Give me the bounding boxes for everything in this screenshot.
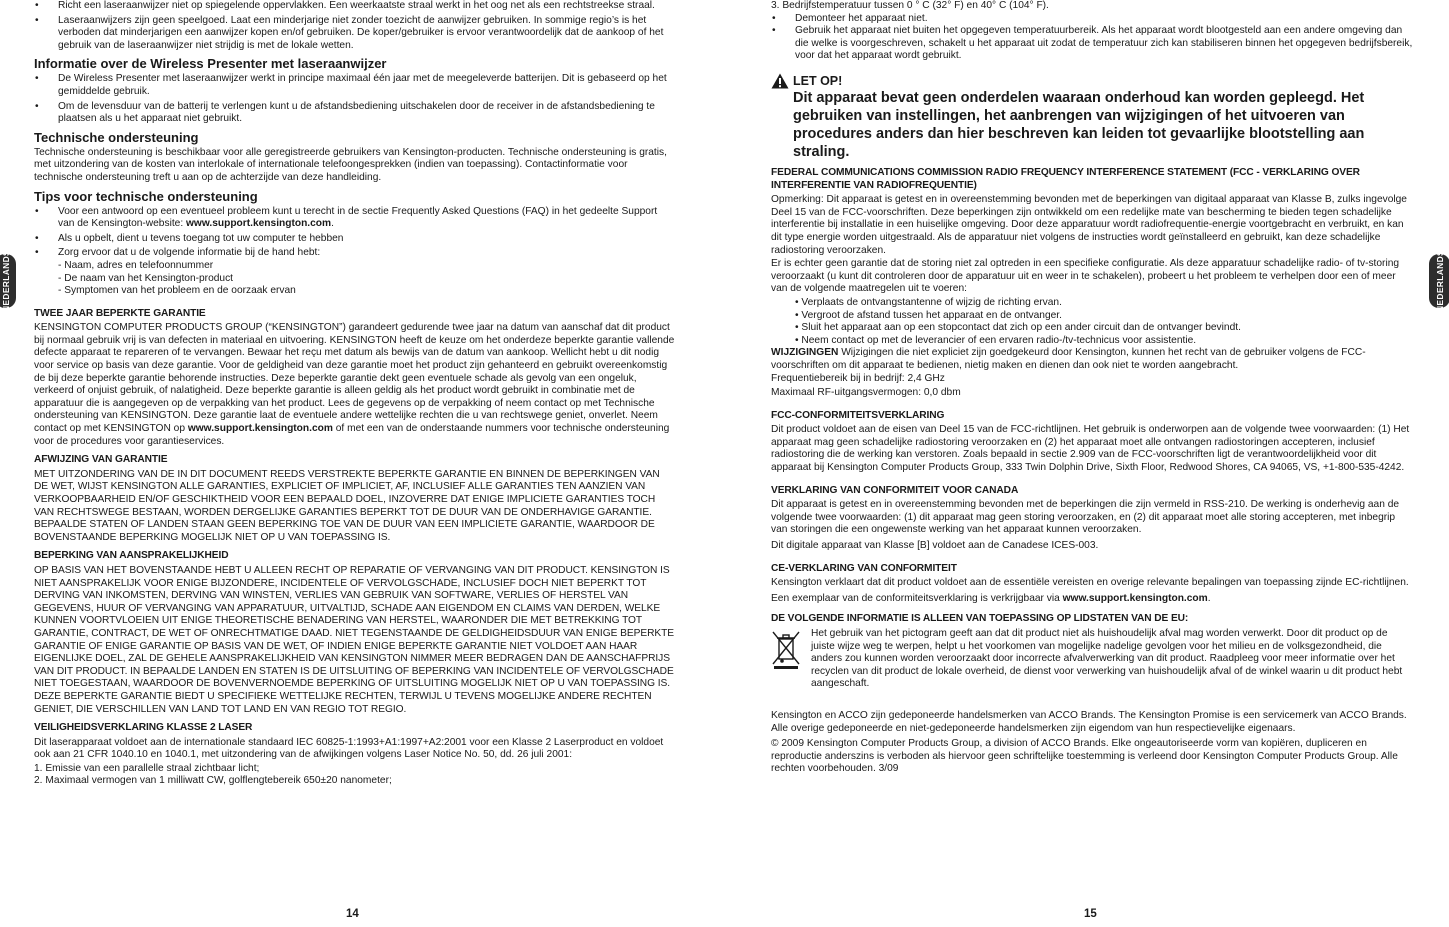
warning-title: LET OP!	[793, 73, 843, 88]
side-tab-language-left	[0, 249, 16, 313]
list-item: • Sluit het apparaat aan op een stopcontact dat zich op een ander circuit dan de ontvanger bevindt.	[795, 322, 1241, 334]
liability-text: OP BASIS VAN HET BOVENSTAANDE HEBT U ALLEEN RECHT OP REPARATIE OF VERVANGING VAN DIT PRODUCT. KENSINGTON IS NIET AANSPRAKELIJK VOOR ENIGE BIJZONDERE, INCIDENTELE OF VERVOLGSCHADE, INCLUSIEF DOCH NIET BEPERKT TOT DERVING VAN INKOMSTEN, DERVING VAN WINSTEN, VERLIES VAN GEBRUIK VAN SOFTWARE, VERLIES OF HERSTEL VAN GEGEVENS, HUUR OF VERVANGING VAN APPARATUUR, UITVALTIJD, SCHADE AAN EIGENDOM EN CLAIMS VAN DERDEN, WELKE KUNNEN VOORTVLOEIEN UIT ENIGE THEORETISCHE BENADERING VAN HERSTEL, WAARONDER DIE MET BETREKKING TOT GARANTIE, CONTRACT, DE WET OF ONRECHTMATIGE DAAD. NIET TEGENSTAANDE DE GELDIGHEIDSDUUR VAN ENIGE BEPERKTE GARANTIE OF ENIGE GARANTIE OP BASIS VAN DE WET, OF INDIEN ENIGE BEPERKTE GARANTIE NIET VOLDOET AAN HAAR EIGENLIJKE DOEL, ZAL DE GEHELE AANSPRAKELIJKHEID VAN KENSINGTON NIMMER MEER BEDRAGEN DAN DE AANSCHAFPRIJS VAN DIT PRODUCT. IN BEPAALDE LANDEN EN STATEN IS DE UITSLUITING OF BEPERKING VAN INCIDENTELE OF VERVOLGSCHADE NIET TOEGESTAAN, WAARDOOR DE BOVENVERNOEMDE BEPERKING OF UITSLUITING MOGELIJK NIET OP U VAN TOEPASSING IS. DEZE BEPERKTE GARANTIE BIEDT U SPECIFIEKE WETTELIJKE RECHTEN, TERWIJL U TEVENS MOGELIJKE ANDERE RECHTEN GENIET, DIE VERSCHILLEN VAN LAND TOT LAND EN VAN REGIO TOT REGIO.	[34, 564, 675, 715]
section-heading-info: Informatie over de Wireless Presenter met laseraanwijzer	[34, 56, 387, 72]
tech-support-text: Technische ondersteuning is beschikbaar voor alle geregistreerde gebruikers van Kensington-producten. Technische ondersteuning is gratis, met uitzondering van de kosten van interlokale of internationale telefoongesprekken (indien van toepassing). Contactinformatie voor technische ondersteuning treft u aan op de achterzijde van deze handleiding.	[34, 146, 667, 183]
warning-text: Dit apparaat bevat geen onderdelen waaraan onderhoud kan worden gepleegd. Het gebruiken van instellingen, het aanbrengen van wijzigingen of het uitvoeren van procedures anders dan hier beschreven kan leiden tot gevaarlijke blootstelling aan straling.	[793, 89, 1365, 160]
page-left	[34, 0, 676, 927]
weee-block	[771, 628, 1413, 691]
sub-item: - Naam, adres en telefoonnummer	[58, 259, 214, 271]
section-heading-eu: DE VOLGENDE INFORMATIE IS ALLEEN VAN TOEPASSING OP LIDSTATEN VAN DE EU:	[771, 613, 1189, 625]
bullet-glyph: •	[35, 247, 39, 259]
fcc-paragraph: Opmerking: Dit apparaat is getest en in overeenstemming bevonden met de beperkingen van digitaal apparaat van Klasse B, zulks ingevolge Deel 15 van de FCC-voorschriften. Deze beperkingen zijn ontwikkeld om een redelijke mate van bescherming te bieden tegen schadelijke interferentie bij installatie in een huiselijke omgeving. Door deze apparatuur wordt radiofrequentie-energie voortgebracht en verbruikt, en kan dit type energie worden uitgestraald. Als de apparatuur niet volgens de instructies wordt geïnstalleerd en gebruikt, kan deze schadelijke radiostoring veroorzaken.	[771, 194, 1407, 256]
canada-paragraph: Dit apparaat is getest en in overeenstemming bevonden met de beperkingen die zijn vermeld in RSS-210. De werking is onderhevig aan de volgende twee voorwaarden: (1) dit apparaat mag geen storing veroorzaken, en (2) dit apparaat moet alle storing accepteren, met inbegrip van storingen die een ongewenste werking van het apparaat kunnen veroorzaken.	[771, 499, 1400, 536]
support-link[interactable]: www.support.kensington.com	[186, 218, 332, 230]
sub-item: - Symptomen van het probleem en de oorzaak ervan	[58, 285, 296, 297]
warranty-text: KENSINGTON COMPUTER PRODUCTS GROUP (“KENSINGTON”) garandeert gedurende twee jaar na datum van aanschaf dat dit product bij normaal gebruik vrij is van defecten in materiaal en uitvoering. KENSINGTON heeft de keuze om het onderdeze beperkte garantie vallende defecte apparaat te repareren of te vervangen. Bewaar het reçu met datum als bewijs van de datum van aankoop. Wellicht hebt u dit nodig voor service op basis van deze garantie. Voor de geldigheid van deze garantie moet het product zijn gehanteerd en gebruikt overeenkomstig de bij deze beperkte garantie behorende instructies. Deze beperkte garantie dekt geen eventuele schade als gevolg van een ongeluk, verkeerd of onjuist gebruik, of nalatigheid. Deze beperkte garantie is alleen geldig als het product wordt gebruikt in combinatie met de apparatuur die is aangegeven op de verpakking van het product. Lees de gegevens op de verpakking of neem contact op met Technische ondersteuning van KENSINGTON. Deze garantie laat de eventuele andere wettelijke rechten die u van rechtswege geniet, onverlet. Neem contact op met KENSINGTON op www.support.kensington.com of met een van de onderstaande nummers voor technische ondersteuning voor de procedures voor garantieservices.	[34, 322, 675, 447]
canada-paragraph: Dit digitale apparaat van Klasse [B] voldoet aan de Canadese ICES-003.	[771, 540, 1099, 551]
warning-triangle-icon	[771, 73, 793, 161]
bullet-glyph: •	[35, 14, 39, 26]
list-item: • Als u opbelt, dient u tevens toegang tot uw computer te hebben	[35, 232, 344, 244]
list-item: • Gebruik het apparaat niet buiten het opgegeven temperatuurbereik. Als het apparaat wordt blootgesteld aan een andere omgeving dan die welke is voorgeschreven, schakelt u het apparaat uit zodat de temperatuur zich kan stabiliseren binnen het opgegeven bedrijfsbereik, voor dat het apparaat wordt gebruikt.	[772, 25, 1413, 62]
disclaimer-text: MET UITZONDERING VAN DE IN DIT DOCUMENT REEDS VERSTREKTE BEPERKTE GARANTIE EN BINNEN DE BEPERKINGEN VAN DE WET, WIJST KENSINGTON ALLE GARANTIES, EXPLICIET OF IMPLICIET, AF, INCLUSIEF ALLE GARANTIES TEN AANZIEN VAN VERKOOPBAARHEID EN/OF GESCHIKTHEID VOOR EEN BEPAALD DOEL, INZOVERRE DAT ENIGE IMPLICIETE GARANTIES TOCH VAN RECHTSWEGE BESTAAN, WORDEN DERGELIJKE GARANTIES BEPERKT TOT DE DUUR VAN DE ONDERHAVIGE GARANTIE. BEPAALDE STATEN OF LANDEN STAAN GEEN BEPERKING TOE VAN DE DUUR VAN EEN IMPLICIETE GARANTIE, WAARDOOR DE BOVENSTAANDE BEPERKING MOGELIJK NIET OP U VAN TOEPASSING IS.	[34, 468, 660, 543]
list-item: • Verplaats de ontvangstantenne of wijzig de richting ervan.	[795, 296, 1062, 308]
trademark-text: Kensington en ACCO zijn gedeponeerde handelsmerken van ACCO Brands. The Kensington Promise is een servicemerk van ACCO Brands. Alle overige gedeponeerde en niet-gedeponeerde handelsmerken zijn eigendom van hun respectievelijke eigenaars.	[771, 709, 1407, 734]
section-heading-ce: CE-VERKLARING VAN CONFORMITEIT	[771, 562, 957, 574]
ce-paragraph: Een exemplaar van de conformiteitsverklaring is verkrijgbaar via www.support.kensington.com.	[771, 592, 1211, 604]
section-heading-fcc-conformity: FCC-CONFORMITEITSVERKLARING	[771, 409, 945, 421]
side-tab-language-right	[1429, 249, 1449, 313]
max-power: Maximaal RF-uitgangsvermogen: 0,0 dbm	[771, 387, 961, 399]
list-item: • Zorg ervoor dat u de volgende informatie bij de hand hebt:	[35, 247, 321, 259]
fcc-measures-list	[771, 297, 1413, 347]
changes-paragraph: WIJZIGINGEN Wijzigingen die niet expliciet zijn goedgekeurd door Kensington, kunnen het recht van de gebruiker volgens de FCC-voorschriften om dit apparaat te bedienen, nietig maken en dienen dan ook niet te worden aangebracht.	[771, 347, 1366, 371]
section-heading-tech-support: Technische ondersteuning	[34, 129, 199, 145]
laser-text: Dit laserapparaat voldoet aan de internationale standaard IEC 60825-1:1993+A1:1997+A2:2001 voor een Klasse 2 Laserproduct en voldoet ook aan 21 CFR 1040.10 en 1040.1, met uitzondering van de afwijkingen volgens Laser Notice No. 50, dd. 26 juli 2001:	[34, 736, 664, 761]
list-item: • Laseraanwijzers zijn geen speelgoed. Laat een minderjarige niet zonder toezicht de aanwijzer gebruiken. In sommige regio’s is het verboden dat minderjarigen een aanwijzer kopen en/of gebruiken. De koper/gebruiker is ervoor verantwoordelijk dat de aankoop of het gebruik van de laseraanwijzer niet strijdig is met de lokale wetten.	[35, 14, 664, 51]
list-item: • De Wireless Presenter met laseraanwijzer werkt in principe maximaal één jaar met de meegeleverde batterijen. Dit is gebaseerd op het gemiddelde gebruik.	[35, 73, 667, 97]
support-link[interactable]: www.support.kensington.com	[187, 423, 333, 435]
sub-item: - De naam van het Kensington-product	[58, 272, 233, 284]
fcc-conformity-text: Dit product voldoet aan de eisen van Deel 15 van de FCC-richtlijnen. Het gebruik is onderworpen aan de volgende twee voorwaarden: (1) Het apparaat mag geen schadelijke radiostoring veroorzaken en (2) het apparaat moet alle ontvangen radiostoringen accepteren, inclusief radiostoring die de werking kan verstoren. Zoals bepaald in sectie 2.909 van de FCC-voorschriften ligt de verantwoordelijkheid voor dit apparaat bij Kensington Computer Products Group, 333 Twin Dolphin Drive, Sixth Floor, Redwood Shores, CA 94065, VS, +1-800-535-4242.	[771, 424, 1410, 474]
list-item: • Om de levensduur van de batterij te verlengen kunt u de afstandsbediening uitschakelen door de receiver in de afstandsbediening te plaatsen als u het apparaat niet gebruikt.	[35, 100, 655, 125]
section-heading-disclaimer: AFWIJZING VAN GARANTIE	[34, 454, 168, 466]
support-link[interactable]: www.support.kensington.com	[1062, 592, 1208, 604]
page-number-right: 15	[1084, 908, 1097, 920]
list-item: • Demonteer het apparaat niet.	[772, 12, 928, 24]
bullet-glyph: •	[35, 100, 39, 112]
page-number-left: 14	[346, 908, 359, 920]
section-heading-liability: BEPERKING VAN AANSPRAKELIJKHEID	[34, 550, 229, 562]
list-item: • Vergroot de afstand tussen het apparaat en de ontvanger.	[795, 309, 1062, 321]
ce-paragraph: Kensington verklaart dat dit product voldoet aan de essentiële vereisten en overige relevante bepalingen van toepassing zijnde EC-richtlijnen.	[771, 577, 1409, 589]
fcc-paragraph: Er is echter geen garantie dat de storing niet zal optreden in een specifieke configuratie. Als deze apparatuur schadelijke radio- of tv-storing veroorzaakt (u kunt dit controleren door de apparatuur uit en weer in te schakelen), probeert u het probleem te verhelpen door een of meer van de volgende maatregelen uit te voeren:	[771, 258, 1400, 295]
list-item: 2. Maximaal vermogen van 1 milliwatt CW, golflengtebereik 650±20 nanometer;	[34, 775, 392, 787]
side-tab-label: NEDERLANDS	[0, 249, 11, 313]
crossed-bin-icon	[771, 628, 811, 691]
list-item: 3. Bedrijfstemperatuur tussen 0 ° C (32° F) en 40° C (104° F).	[771, 0, 1049, 11]
bullet-glyph: •	[35, 0, 39, 11]
bullet-glyph: •	[772, 25, 776, 37]
list-item: 1. Emissie van een parallelle straal zichtbaar licht;	[34, 762, 260, 774]
warning-box	[771, 73, 1413, 161]
section-heading-warranty: TWEE JAAR BEPERKTE GARANTIE	[34, 307, 206, 319]
page-right	[771, 0, 1413, 927]
bullet-glyph: •	[35, 232, 39, 244]
section-heading-laser: VEILIGHEIDSVERKLARING KLASSE 2 LASER	[34, 722, 253, 734]
bullet-glyph: •	[35, 73, 39, 85]
section-heading-tips: Tips voor technische ondersteuning	[34, 188, 258, 204]
list-item: • Neem contact op met de leverancier of een ervaren radio-/tv-technicus voor assistentie.	[795, 334, 1197, 346]
weee-text: Het gebruik van het pictogram geeft aan dat dit product niet als huishoudelijk afval mag worden verwerkt. Door dit product op de juiste wijze weg te werpen, helpt u het voorkomen van mogelijke nadelige gevolgen voor het milieu en de volksgezondheid, die anders zou kunnen worden veroorzaakt door incorrecte afvalverwerking van dit product. Raadpleeg voor meer informatie over het recyclen van dit product de lokale overheid, de dienst voor verwerking van huishoudelijk afval of de winkel waarin u dit product hebt aangeschaft.	[811, 627, 1403, 690]
section-heading-canada: VERKLARING VAN CONFORMITEIT VOOR CANADA	[771, 484, 1019, 496]
copyright-text: © 2009 Kensington Computer Products Group, a division of ACCO Brands. Elke ongeautoriseerde vorm van kopiëren, dupliceren en reproductie anderszins is verboden als hiervoor geen schriftelijke toestemming is verleend door Kensington Computer Products Group. Alle rechten voorbehouden. 3/09	[771, 738, 1398, 775]
bullet-glyph: •	[772, 12, 776, 24]
list-item: • Richt een laseraanwijzer niet op spiegelende oppervlakken. Een weerkaatste straal werkt in het oog net als een rechtstreekse straal.	[35, 0, 655, 11]
section-heading-fcc: FEDERAL COMMUNICATIONS COMMISSION RADIO FREQUENCY INTERFERENCE STATEMENT (FCC - VERKLARING OVER INTERFERENTIE VAN RADIOFREQUENTIE)	[771, 166, 1360, 191]
side-tab-label: NEDERLANDS	[1434, 249, 1445, 313]
bullet-glyph: •	[35, 205, 39, 217]
frequency-range: Frequentiebereik bij in bedrijf: 2,4 GHz	[771, 373, 945, 385]
list-item: • Voor een antwoord op een eventueel probleem kunt u terecht in de sectie Frequently Asked Questions (FAQ) in het gedeelte Support van de Kensington-website: www.support.kensington.com.	[35, 205, 658, 230]
